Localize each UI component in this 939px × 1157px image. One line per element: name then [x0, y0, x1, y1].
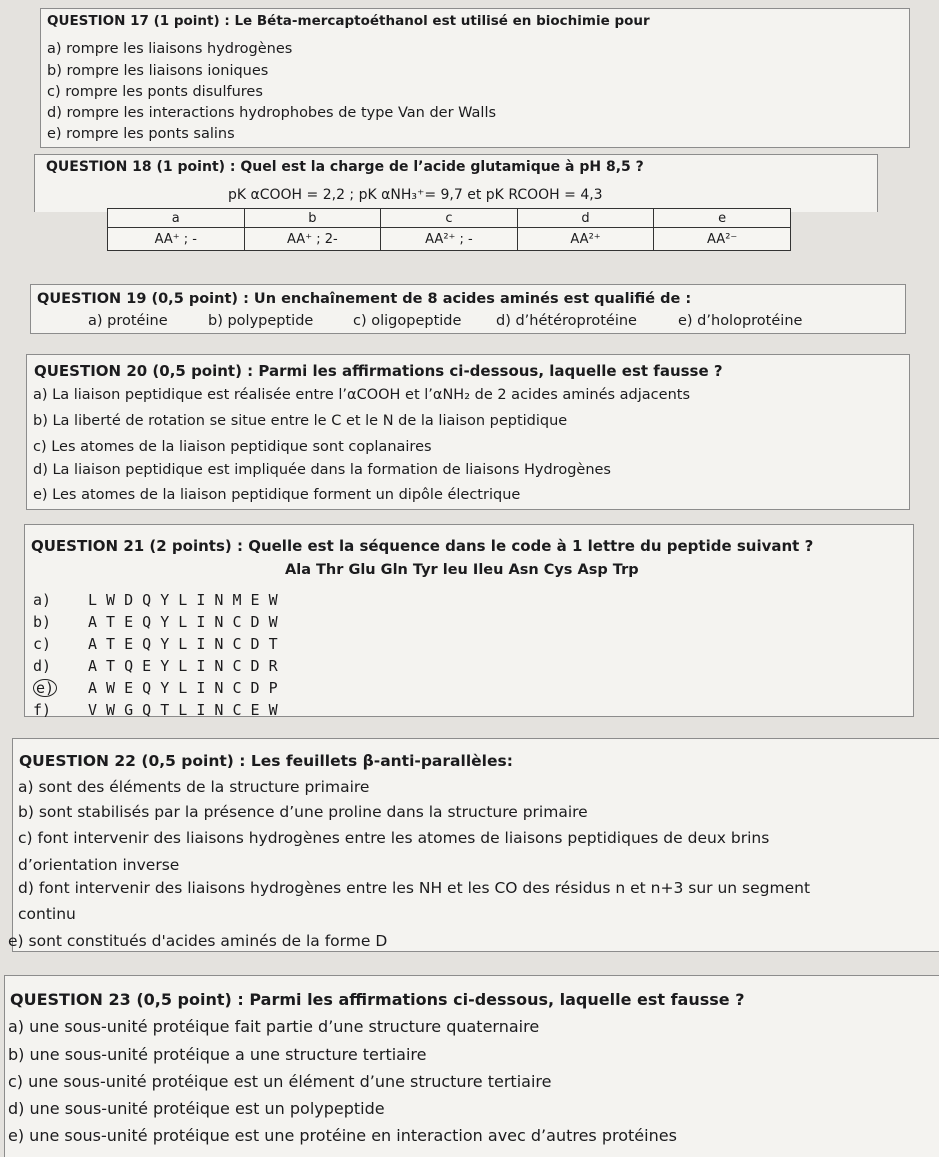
q22-option-a: a) sont des éléments de la structure primaire	[18, 778, 370, 796]
q23-option-d: d) une sous-unité protéique est un polypeptide	[8, 1099, 385, 1118]
q17-option-e: e) rompre les ponts salins	[47, 126, 235, 142]
q21-option-d-label: d)	[33, 657, 52, 675]
q22-option-d-cont: continu	[18, 905, 76, 923]
q21-option-e-label: e)	[33, 679, 57, 697]
q22-option-d: d) font intervenir des liaisons hydrogènes entre les NH et les CO des résidus n et n+3 sur un segment	[18, 879, 811, 897]
q21-option-f-seq: V W G Q T L I N C E W	[88, 701, 278, 719]
q18-header-a: a	[108, 209, 245, 228]
question-17-title: QUESTION 17 (1 point) : Le Béta-mercaptoéthanol est utilisé en biochimie pour	[47, 13, 650, 29]
q21-option-c-seq: A T E Q Y L I N C D T	[88, 635, 278, 653]
q18-value-c: AA²⁺ ; -	[381, 228, 518, 251]
q20-option-c: c) Les atomes de la liaison peptidique sont coplanaires	[33, 439, 432, 455]
q20-option-b: b) La liberté de rotation se situe entre le C et le N de la liaison peptidique	[33, 413, 568, 429]
q17-option-d: d) rompre les interactions hydrophobes de type Van der Walls	[47, 105, 497, 121]
question-18-title: QUESTION 18 (1 point) : Quel est la charge de l’acide glutamique à pH 8,5 ?	[46, 159, 644, 175]
q20-option-e: e) Les atomes de la liaison peptidique forment un dipôle électrique	[33, 487, 521, 503]
q18-header-d: d	[517, 209, 654, 228]
q19-option-a: a) protéine	[88, 313, 168, 329]
q19-option-c: c) oligopeptide	[353, 313, 462, 329]
q19-option-d: d) d’hétéroprotéine	[496, 313, 637, 329]
q18-value-e: AA²⁻	[654, 228, 791, 251]
q23-option-c: c) une sous-unité protéique est un élément d’une structure tertiaire	[8, 1072, 552, 1091]
q18-pk-values: pK αCOOH = 2,2 ; pK αNH₃⁺= 9,7 et pK RCOOH = 4,3	[228, 187, 603, 203]
q23-option-e: e) une sous-unité protéique est une protéine en interaction avec d’autres protéines	[8, 1126, 677, 1145]
q23-option-b: b) une sous-unité protéique a une structure tertiaire	[8, 1045, 427, 1064]
q18-charge-table	[107, 208, 791, 251]
question-22-title: QUESTION 22 (0,5 point) : Les feuillets β‐anti-parallèles:	[19, 752, 513, 770]
q21-peptide: Ala Thr Glu Gln Tyr leu Ileu Asn Cys Asp Trp	[285, 562, 639, 578]
q21-option-b-seq: A T E Q Y L I N C D W	[88, 613, 278, 631]
q18-header-b: b	[244, 209, 381, 228]
q21-option-d-seq: A T Q E Y L I N C D R	[88, 657, 278, 675]
q21-option-a-seq: L W D Q Y L I N M E W	[88, 591, 278, 609]
q20-option-d: d) La liaison peptidique est impliquée dans la formation de liaisons Hydrogènes	[33, 462, 611, 478]
question-23-title: QUESTION 23 (0,5 point) : Parmi les affirmations ci-dessous, laquelle est fausse ?	[10, 990, 745, 1009]
q21-option-a-label: a)	[33, 591, 52, 609]
q22-option-c-cont: d’orientation inverse	[18, 856, 180, 874]
q18-header-e: e	[654, 209, 791, 228]
q18-value-b: AA⁺ ; 2-	[244, 228, 381, 251]
q19-option-e: e) d’holoprotéine	[678, 313, 803, 329]
q22-option-b: b) sont stabilisés par la présence d’une proline dans la structure primaire	[18, 803, 588, 821]
q22-option-c: c) font intervenir des liaisons hydrogènes entre les atomes de liaisons peptidiques de deux brins	[18, 829, 770, 847]
q17-option-c: c) rompre les ponts disulfures	[47, 84, 263, 100]
q23-option-a: a) une sous-unité protéique fait partie d’une structure quaternaire	[8, 1017, 540, 1036]
question-20-title: QUESTION 20 (0,5 point) : Parmi les affirmations ci-dessous, laquelle est fausse ?	[34, 362, 723, 380]
q22-option-e: e) sont constitués d'acides aminés de la forme D	[8, 932, 388, 950]
q17-option-b: b) rompre les liaisons ioniques	[47, 63, 269, 79]
q18-value-d: AA²⁺	[517, 228, 654, 251]
q21-option-f-label: f)	[33, 701, 52, 719]
q21-option-b-label: b)	[33, 613, 52, 631]
question-21-title: QUESTION 21 (2 points) : Quelle est la séquence dans le code à 1 lettre du peptide suivant ?	[31, 537, 814, 555]
q20-option-a: a) La liaison peptidique est réalisée entre l’αCOOH et l’αNH₂ de 2 acides aminés adjacents	[33, 387, 690, 403]
q21-option-c-label: c)	[33, 635, 52, 653]
q18-value-a: AA⁺ ; -	[108, 228, 245, 251]
q19-option-b: b) polypeptide	[208, 313, 314, 329]
q18-header-c: c	[381, 209, 518, 228]
question-19-title: QUESTION 19 (0,5 point) : Un enchaînement de 8 acides aminés est qualifié de :	[37, 291, 692, 307]
q17-option-a: a) rompre les liaisons hydrogènes	[47, 41, 293, 57]
q21-option-e-seq: A W E Q Y L I N C D P	[88, 679, 278, 697]
